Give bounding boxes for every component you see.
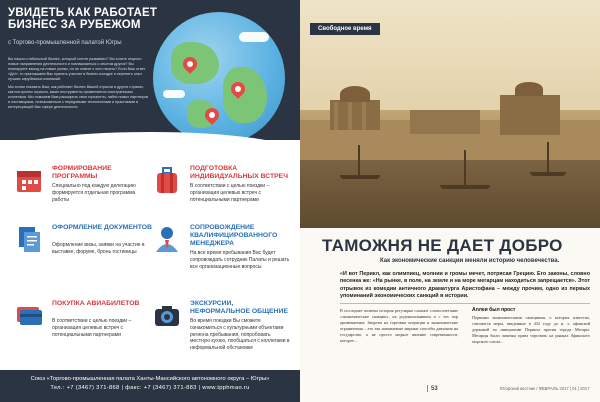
feature-text: В соответствии с целью поездки – организация целевых встреч с потенциальными партнерами bbox=[52, 318, 132, 338]
cloud-icon bbox=[239, 32, 269, 42]
article-title: ТАМОЖНЯ НЕ ДАЕТ ДОБРО bbox=[322, 236, 563, 255]
globe-illustration bbox=[153, 12, 285, 144]
city-building bbox=[500, 95, 560, 135]
manager-icon bbox=[152, 224, 182, 254]
feature-text: На все время пребывания Вас будет сопровождать сотрудник Палаты и решать все организационные вопросы bbox=[190, 250, 290, 270]
feature-excursions bbox=[152, 300, 290, 366]
ship bbox=[340, 175, 380, 179]
article-column-2 bbox=[472, 308, 590, 344]
footer-phone: Тел.: +7 (3467) 371-868 | факс: +7 (3467) 371-883 | www.tpphmao.ru bbox=[50, 385, 250, 391]
page-number bbox=[424, 385, 438, 392]
feature-title: СОПРОВОЖДЕНИЕ КВАЛИФИЦИРОВАННОГО МЕНЕДЖЕРА bbox=[190, 224, 278, 247]
page-title bbox=[8, 7, 168, 31]
feature-manager bbox=[152, 224, 290, 284]
footer-contacts bbox=[0, 370, 300, 402]
feature-documents bbox=[14, 224, 152, 284]
feature-meetings bbox=[152, 165, 290, 225]
ship-mast bbox=[547, 142, 549, 172]
credit-card-icon bbox=[14, 300, 44, 330]
city-building bbox=[410, 110, 480, 134]
ship bbox=[440, 185, 490, 189]
camera-icon bbox=[152, 300, 182, 330]
issue-info: Югорский вестник / ФЕВРАЛЬ 2017 | 01 | 2017 bbox=[500, 386, 590, 391]
cloud-icon bbox=[163, 90, 185, 98]
ship bbox=[530, 172, 566, 176]
feature-title: ПОКУПКА АВИАБИЛЕТОВ bbox=[52, 300, 140, 307]
column bbox=[362, 102, 366, 130]
title-line-1: УВИДЕТЬ КАК РАБОТАЕТ bbox=[8, 7, 158, 19]
suitcase-icon bbox=[152, 165, 182, 195]
feature-program bbox=[14, 165, 152, 225]
building-dome bbox=[515, 82, 543, 96]
column-heading: Аллеи был прост bbox=[472, 307, 516, 313]
continent-shape bbox=[223, 67, 267, 123]
title-line-2: БИЗНЕС ЗА РУБЕЖОМ bbox=[8, 19, 141, 31]
subtitle: с Торгово-промышленной палатой Югры bbox=[8, 40, 122, 46]
intro-paragraph-1: Вы нашли стабильный бизнес, который хотите развивать? Вы хотите открыть новые направления деятельности и познакомиться с опытом других? Вы планируете выход на новые рынки, но не знаете с чего начать? Если Ваш ответ «Да!», то приглашаем Вас принять участие в бизнес-поездке и перенять опыт лучших зарубежных компаний. bbox=[8, 57, 146, 81]
feature-title: ПОДГОТОВКА ИНДИВИДУАЛЬНЫХ ВСТРЕЧ bbox=[190, 165, 288, 180]
intro-text bbox=[8, 57, 148, 113]
feature-title: ФОРМИРОВАНИЕ ПРОГРАММЫ bbox=[52, 165, 112, 180]
feature-text: Оформление визы, заявки на участие в выставке, форуме, бронь гостиницы bbox=[52, 242, 145, 255]
column bbox=[334, 102, 338, 130]
ship-mast bbox=[464, 150, 466, 185]
ship-mast bbox=[358, 145, 360, 175]
article-lead: «И вот Перикл, как олимпиец, молнии и громы мечет, потрясая Грецию. Его законы, словно песенка же: «На рынке, в поле, на земле и на море мегарцам находиться запрещается». Этот отрывок из комедии античного драматурга Аристофана – между прочим, одно из первых упоминаний экономических санкций в истории. bbox=[340, 271, 590, 300]
temple-dome bbox=[340, 86, 370, 102]
article-column-1: В последнее полвека история регулярно слышит словосочетание «экономические санкции», их родоначальником и с тех пор применяемые. Запреты на торговые операции и экономические ограничения – это так называемые мирные способы давления на государство, а не просто модное явление современности, которое... bbox=[340, 308, 458, 343]
page-number-value: 53 bbox=[431, 386, 438, 393]
feature-text: Специально под каждую делегацию формируется отдельная программа работы bbox=[52, 183, 136, 203]
feature-title: ЭКСКУРСИИ, НЕФОРМАЛЬНОЕ ОБЩЕНИЕ bbox=[190, 300, 288, 315]
right-page bbox=[300, 0, 600, 402]
feature-title: ОФОРМЛЕНИЕ ДОКУМЕНТОВ bbox=[52, 224, 152, 231]
calendar-icon bbox=[14, 165, 44, 195]
column bbox=[348, 102, 352, 130]
feature-text: Во время поездки Вы сможете ознакомиться с культурными объектами региона пребывания, попробовать местную кухню, пообщаться с коллегами в неформальной обстановке bbox=[190, 318, 290, 352]
divider bbox=[340, 303, 590, 304]
column-text: Первыми экономическими санкциями, о которых известно, считаются меры, введенные в 432 году до н. э. афинской державой по инициативе Перикла против города Мегары. Мегарцы были лишены права торговать на рынках Афинского морского союза... bbox=[472, 314, 590, 344]
feature-text: В соответствии с целью поездки – организация целевых встреч с потенциальными партнерами bbox=[190, 183, 270, 203]
documents-icon bbox=[14, 224, 44, 254]
section-tag: Свободное время bbox=[310, 23, 380, 35]
feature-tickets bbox=[14, 300, 152, 360]
page-number-bar bbox=[427, 385, 428, 392]
article-subtitle: Как экономические санкции меняли историю человечества. bbox=[380, 258, 560, 264]
footer-organization: Союз «Торгово-промышленная палата Ханты-Мансийского автономного округа – Югры» bbox=[30, 376, 270, 382]
intro-paragraph-2: Мы хотим показать Вам, как работает бизнес Вашей отрасли в других странах, как построены отрасли, какие инструменты применяются иностранными коллегами. Мы поможем Вам расширить свои горизонты, найти новых партнеров и поставщиков, познакомиться с передовыми технологиями и практиками в интересующей Вас сфере деятельности. bbox=[8, 85, 148, 109]
harbor-water bbox=[300, 160, 600, 228]
